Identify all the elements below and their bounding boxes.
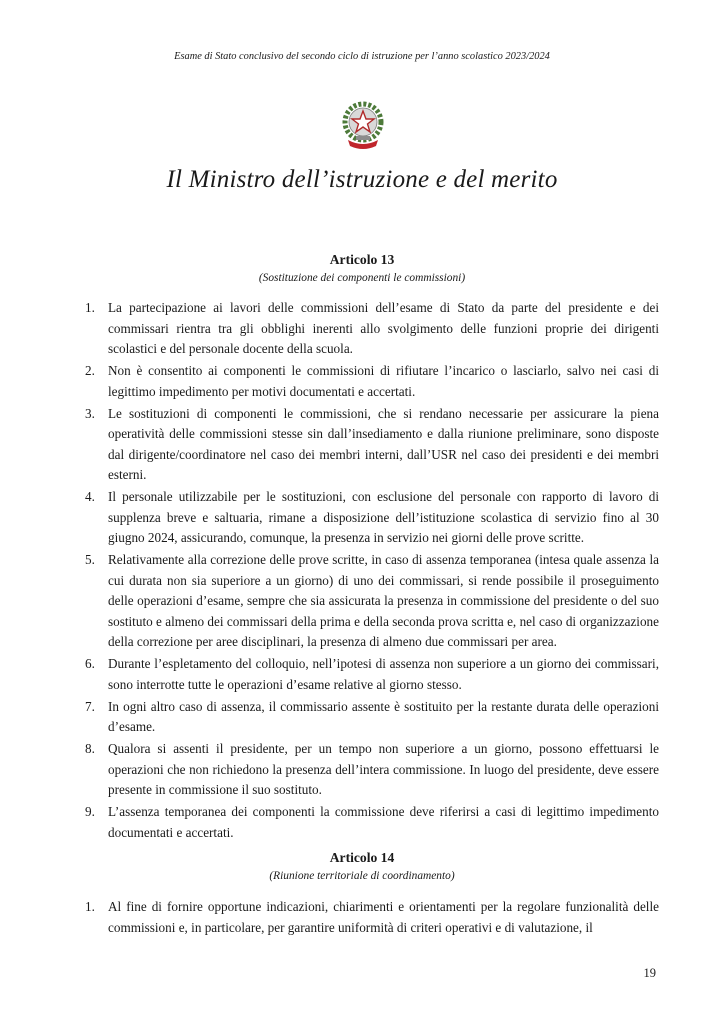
list-item: 4. Il personale utilizzabile per le sostituzioni, con esclusione del personale con rapporto di lavoro di supplenza breve e saltuaria, rimane a disposizione dell’istituzione scolastica di servizio fino al 30 giugno 2024, assicurando, comunque, la presenza in servizio nei giorni delle prove scritte. bbox=[85, 489, 659, 545]
article-14-subtitle: (Riunione territoriale di coordinamento) bbox=[269, 870, 455, 882]
italian-republic-emblem-icon bbox=[342, 100, 384, 154]
ministro-title: Il Ministro dell’istruzione e del merito bbox=[166, 166, 558, 193]
article-13-list bbox=[85, 298, 659, 845]
list-item: 3. Le sostituzioni di componenti le commissioni, che si rendano necessarie per assicurare la piena operatività delle commissioni stesse sin dall’insediamento e dalla riunione preliminare, sono disposte dal dirigente/coordinatore nel caso dei membri interni, dall’USR nel caso dei presidenti e dei membri esterni. bbox=[85, 405, 659, 482]
document-header: Esame di Stato conclusivo del secondo ciclo di istruzione per l’anno scolastico 2023/2024 bbox=[174, 51, 550, 62]
list-item: 1. Al fine di fornire opportune indicazioni, chiarimenti e orientamenti per la regolare funzionalità delle commissioni e, in particolare, per garantire uniformità di criteri operativi e di valutazione, il bbox=[85, 899, 659, 935]
article-14-title: Articolo 14 bbox=[329, 850, 395, 865]
article-13-subtitle: (Sostituzione dei componenti le commissioni) bbox=[258, 272, 466, 284]
list-item: 7. In ogni altro caso di assenza, il commissario assente è sostituito per la restante durata delle operazioni d’esame. bbox=[85, 698, 659, 734]
page-number: 19 bbox=[643, 966, 656, 980]
article-13-title: Articolo 13 bbox=[329, 252, 395, 267]
list-item: 1. La partecipazione ai lavori delle commissioni dell’esame di Stato da parte del presidente e dei commissari rientra tra gli obblighi inerenti allo svolgimento delle funzioni proprie dei dirigenti scolastici e del personale docente della scuola. bbox=[85, 300, 659, 356]
list-item: 8. Qualora si assenti il presidente, per un tempo non superiore a un giorno, possono effettuarsi le operazioni che non richiedono la presenza dell’intera commissione. In luogo del presidente, deve essere presente in commissione il suo sostituto. bbox=[85, 741, 659, 797]
list-item: 6. Durante l’espletamento del colloquio, nell’ipotesi di assenza non superiore a un giorno dei commissari, sono interrotte tutte le operazioni d’esame relative al giorno stesso. bbox=[85, 656, 659, 692]
list-item: 9. L’assenza temporanea dei componenti la commissione deve riferirsi a casi di legittimo impedimento documentati e accertati. bbox=[85, 804, 659, 840]
article-14-list bbox=[85, 897, 659, 940]
list-item: 2. Non è consentito ai componenti le commissioni di rifiutare l’incarico o lasciarlo, salvo nei casi di legittimo impedimento per motivi documentati e accertati. bbox=[85, 363, 659, 399]
list-item: 5. Relativamente alla correzione delle prove scritte, in caso di assenza temporanea (intesa quale assenza la cui durata non sia superiore a un giorno) di uno dei commissari, si rende possibile il proseguimento delle operazioni d’esame, sempre che sia assicurata la presenza in commissione del presidente o del suo sostituto e almeno dei commissari della prima e della seconda prova scritta e, nel caso di organizzazione della correzione per aree disciplinari, la presenza di almeno due commissari per area. bbox=[85, 552, 659, 649]
